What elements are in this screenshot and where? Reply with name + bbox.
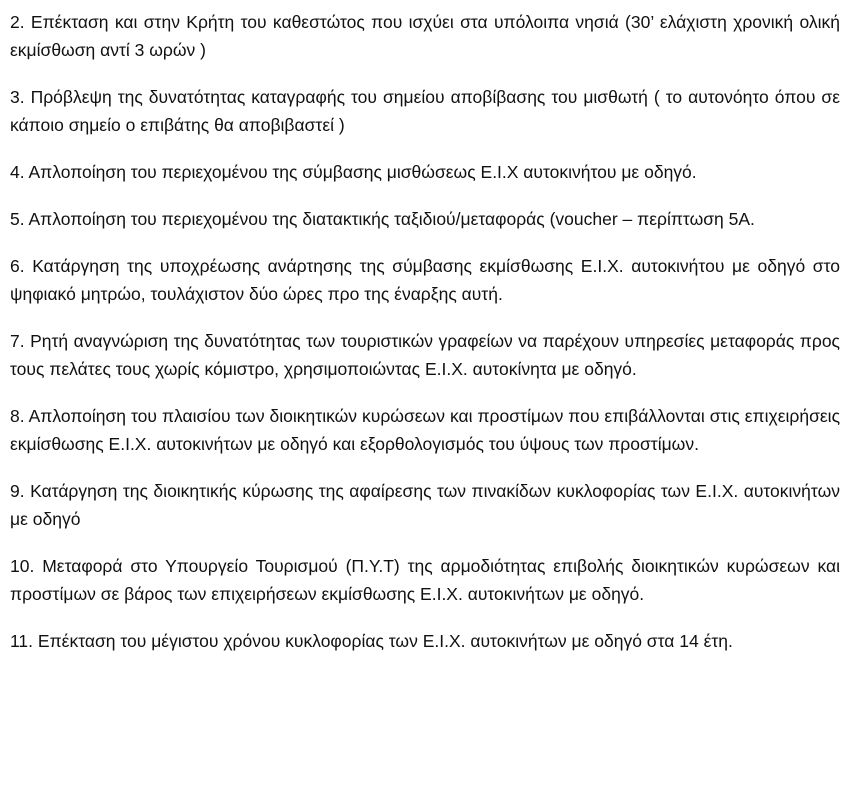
list-item-2: 2. Επέκταση και στην Κρήτη του καθεστώτος που ισχύει στα υπόλοιπα νησιά (30’ ελάχιστη χρονική ολική εκμίσθωση αντί 3 ωρών ) bbox=[10, 12, 840, 60]
list-item-7: 7. Ρητή αναγνώριση της δυνατότητας των τουριστικών γραφείων να παρέχουν υπηρεσίες μεταφοράς προς τους πελάτες τους χωρίς κόμιστρο, χρησιμοποιώντας Ε.Ι.Χ. αυτοκίνητα με οδηγό. bbox=[10, 331, 840, 379]
list-item-6: 6. Κατάργηση της υποχρέωσης ανάρτησης της σύμβασης εκμίσθωσης Ε.Ι.Χ. αυτοκινήτου με οδηγό στο ψηφιακό μητρώο, τουλάχιστον δύο ώρες προ της έναρξης αυτή. bbox=[10, 256, 840, 304]
list-item-10: 10. Μεταφορά στο Υπουργείο Τουρισμού (Π.Υ.Τ) της αρμοδιότητας επιβολής διοικητικών κυρώσεων και προστίμων σε βάρος των επιχειρήσεων εκμίσθωσης Ε.Ι.Χ. αυτοκινήτων με οδηγό. bbox=[10, 556, 840, 604]
list-item-8: 8. Απλοποίηση του πλαισίου των διοικητικών κυρώσεων και προστίμων που επιβάλλονται στις επιχειρήσεις εκμίσθωσης Ε.Ι.Χ. αυτοκινήτων με οδηγό και εξορθολογισμός του ύψους των προστίμων. bbox=[10, 406, 840, 454]
list-item-11: 11. Επέκταση του μέγιστου χρόνου κυκλοφορίας των Ε.Ι.Χ. αυτοκινήτων με οδηγό στα 14 έτη. bbox=[10, 631, 733, 651]
list-item-4: 4. Απλοποίηση του περιεχομένου της σύμβασης μισθώσεως Ε.Ι.Χ αυτοκινήτου με οδηγό. bbox=[10, 162, 697, 182]
list-item-5: 5. Απλοποίηση του περιεχομένου της διατακτικής ταξιδιού/μεταφοράς (voucher – περίπτωση 5Α. bbox=[10, 209, 755, 229]
document-body bbox=[10, 8, 840, 655]
list-item-9: 9. Κατάργηση της διοικητικής κύρωσης της αφαίρεσης των πινακίδων κυκλοφορίας των Ε.Ι.Χ. αυτοκινήτων με οδηγό bbox=[10, 481, 840, 529]
list-item-3: 3. Πρόβλεψη της δυνατότητας καταγραφής του σημείου αποβίβασης του μισθωτή ( το αυτονόητο όπου σε κάποιο σημείο ο επιβάτης θα αποβιβαστεί ) bbox=[10, 87, 840, 135]
